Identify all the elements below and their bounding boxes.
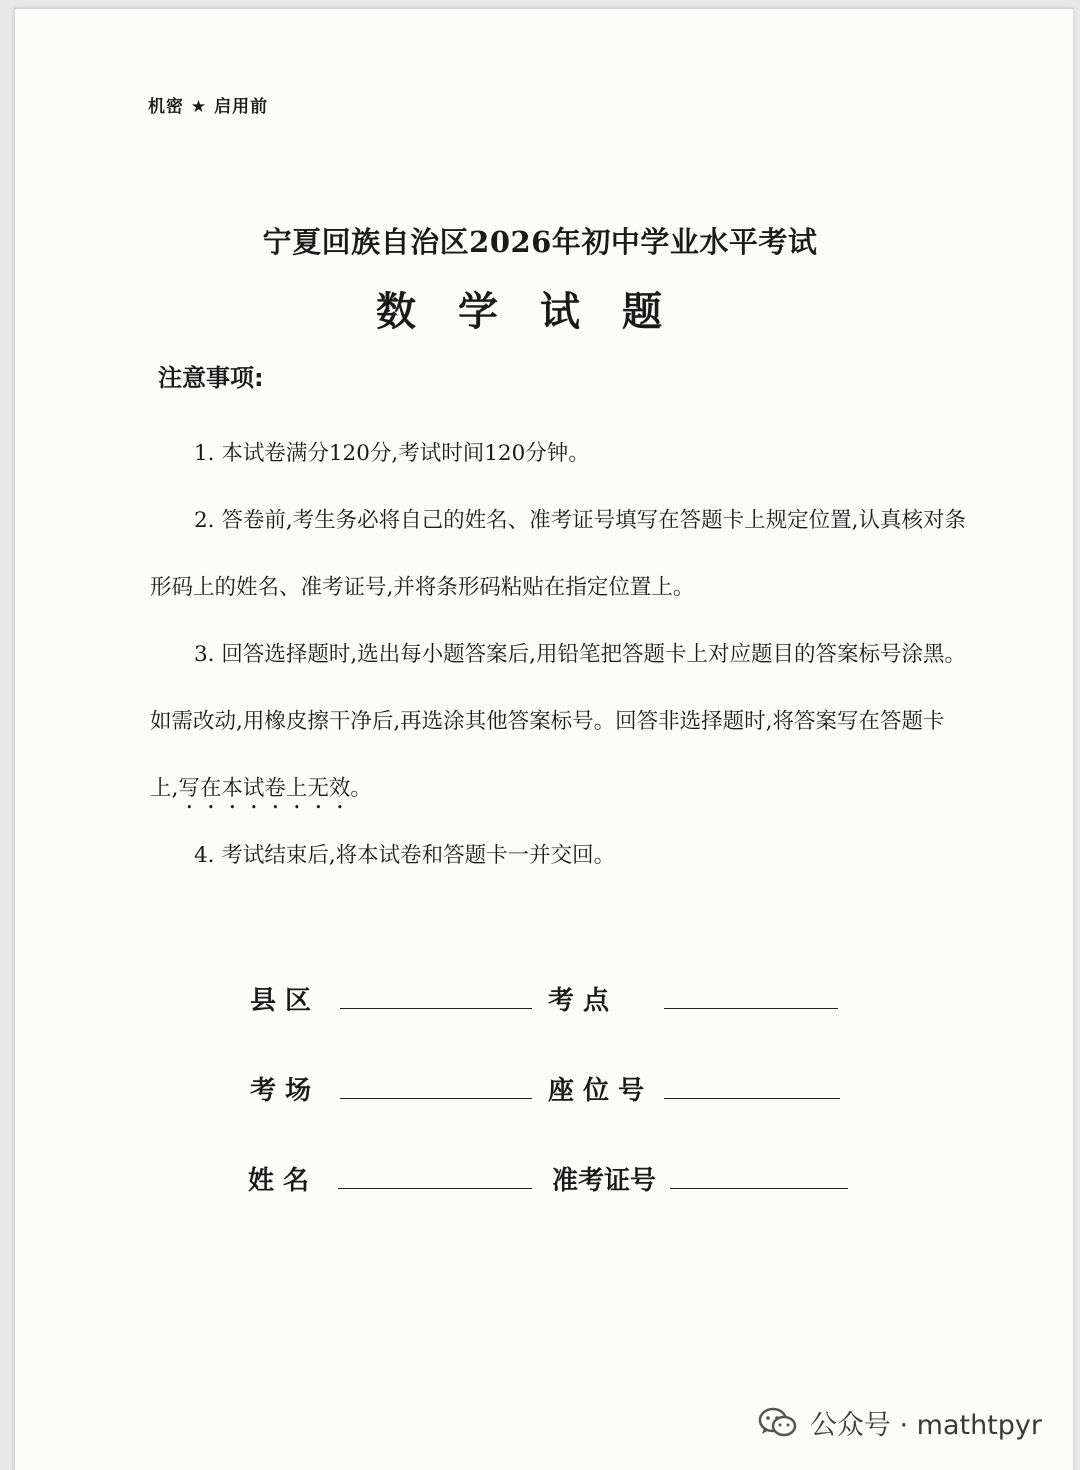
- county-label: 县 区: [250, 986, 312, 1016]
- note-item-3: [150, 621, 970, 822]
- test-site-blank[interactable]: [664, 986, 838, 1009]
- exam-title: 宁夏回族自治区2026年初中学业水平考试: [262, 225, 818, 259]
- room-blank[interactable]: [340, 1076, 532, 1099]
- ticket-blank[interactable]: [670, 1166, 848, 1189]
- ticket-field[interactable]: [552, 1160, 848, 1197]
- test-site-label: 考 点: [548, 986, 610, 1016]
- watermark: [758, 1403, 1042, 1442]
- county-blank[interactable]: [340, 986, 532, 1009]
- ticket-label: 准考证号: [552, 1166, 657, 1196]
- seat-blank[interactable]: [664, 1076, 840, 1099]
- name-field[interactable]: [248, 1160, 532, 1197]
- watermark-text: 公众号 · mathtpyr: [809, 1410, 1042, 1441]
- name-blank[interactable]: [338, 1166, 532, 1189]
- wechat-icon: [758, 1406, 798, 1440]
- confidential-mark: 机密 ★ 启用前: [148, 97, 269, 117]
- county-field[interactable]: [250, 980, 532, 1017]
- notes-list: [150, 420, 970, 889]
- note-item-1: 1. 本试卷满分120分,考试时间120分钟。: [194, 441, 590, 466]
- note-item-3-text: 3. 回答选择题时,选出每小题答案后,用铅笔把答题卡上对应题目的答案标号涂黑。如需改动,用橡皮擦干净后,再选涂其他答案标号。回答非选择题时,将答案写在答题卡上,: [150, 642, 967, 801]
- notes-heading: 注意事项:: [158, 364, 264, 392]
- note-item-4: 4. 考试结束后,将本试卷和答题卡一并交回。: [194, 843, 616, 868]
- room-label: 考 场: [250, 1076, 312, 1106]
- test-site-field[interactable]: [548, 980, 838, 1017]
- note-item-3-end: 。: [350, 776, 372, 801]
- seat-label: 座 位 号: [548, 1076, 645, 1106]
- name-label: 姓 名: [248, 1166, 310, 1196]
- seat-field[interactable]: [548, 1070, 840, 1107]
- note-item-2: 2. 答卷前,考生务必将自己的姓名、准考证号填写在答题卡上规定位置,认真核对条形码上的姓名、准考证号,并将条形码粘贴在指定位置上。: [150, 508, 967, 600]
- note-item-3-emphasis: 写在本试卷上无效: [178, 776, 351, 801]
- room-field[interactable]: [250, 1070, 532, 1107]
- subject-title: 数学试题: [376, 289, 704, 335]
